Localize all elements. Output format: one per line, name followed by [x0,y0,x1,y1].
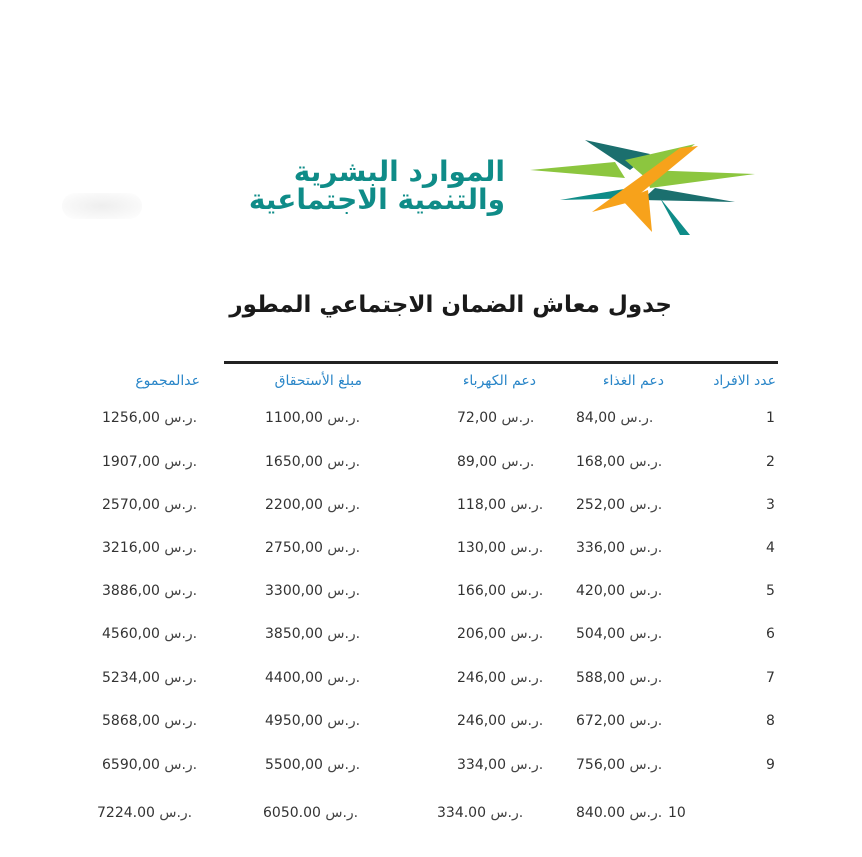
cell-value: 246,00 [457,670,506,686]
currency-label: ر.س. [327,626,361,642]
cell-value: 5 [766,583,775,599]
cell-entitled-amount [265,626,360,642]
header-total: عدالمجموع [135,373,200,389]
cell-members [766,670,775,686]
currency-label: ر.س. [629,497,663,513]
ministry-name-line2: والتنمية الاجتماعية [248,183,505,216]
cell-value: 1650,00 [265,454,323,470]
watermark-smudge [62,193,142,219]
cell-value: 7 [766,670,775,686]
currency-label: ر.س. [510,713,544,729]
currency-label: ر.س. [164,454,198,470]
table-row [0,454,862,484]
currency-label: ر.س. [629,805,663,821]
cell-total [102,626,197,642]
cell-value: 3216,00 [102,540,160,556]
cell-food-support [576,713,662,729]
cell-value: 672,00 [576,713,625,729]
cell-value: 1907,00 [102,454,160,470]
currency-label: ر.س. [510,540,544,556]
cell-total [102,540,197,556]
currency-label: ر.س. [164,713,198,729]
currency-label: ر.س. [327,454,361,470]
cell-electricity-support [457,540,543,556]
cell-value: 588,00 [576,670,625,686]
cell-members [766,583,775,599]
table-row [0,410,862,440]
cell-entitled-amount [265,540,360,556]
currency-label: ر.س. [490,805,524,821]
table-row [0,805,862,835]
cell-value: 5500,00 [265,757,323,773]
cell-entitled-amount [265,410,360,426]
cell-value: 334.00 [437,805,486,821]
cell-entitled-amount [265,670,360,686]
table-row [0,713,862,743]
table-row [0,757,862,787]
cell-total [102,713,197,729]
cell-members [766,497,775,513]
cell-entitled-amount [265,497,360,513]
table-row [0,583,862,613]
cell-members [766,454,775,470]
cell-value: 10 [668,805,686,821]
cell-value: 4560,00 [102,626,160,642]
cell-electricity-support [457,626,543,642]
currency-label: ر.س. [501,410,535,426]
cell-value: 5234,00 [102,670,160,686]
cell-value: 1 [766,410,775,426]
currency-label: ر.س. [327,713,361,729]
cell-food-support [576,757,662,773]
cell-value: 336,00 [576,540,625,556]
cell-value: 3850,00 [265,626,323,642]
header-members: عدد الافراد [713,373,776,389]
cell-total [102,757,197,773]
cell-value: 504,00 [576,626,625,642]
table-row [0,497,862,527]
cell-value: 4400,00 [265,670,323,686]
cell-value: 4950,00 [265,713,323,729]
cell-electricity-support [457,497,543,513]
cell-value: 756,00 [576,757,625,773]
cell-food-support [576,626,662,642]
cell-members [766,757,775,773]
header-divider [224,361,778,364]
currency-label: ر.س. [327,497,361,513]
cell-entitled-amount [263,805,358,821]
cell-value: 840.00 [576,805,625,821]
cell-food-support [576,410,653,426]
cell-value: 252,00 [576,497,625,513]
cell-value: 72,00 [457,410,498,426]
cell-members [766,626,775,642]
cell-value: 6590,00 [102,757,160,773]
cell-value: 1256,00 [102,410,160,426]
cell-value: 8 [766,713,775,729]
cell-entitled-amount [265,583,360,599]
cell-electricity-support [457,713,543,729]
cell-total [102,454,197,470]
table-row [0,540,862,570]
currency-label: ر.س. [620,410,654,426]
currency-label: ر.س. [629,713,663,729]
currency-label: ر.س. [164,583,198,599]
currency-label: ر.س. [629,583,663,599]
cell-total [102,410,197,426]
currency-label: ر.س. [164,410,198,426]
cell-value: 118,00 [457,497,506,513]
currency-label: ر.س. [510,626,544,642]
cell-value: 2570,00 [102,497,160,513]
cell-value: 166,00 [457,583,506,599]
cell-food-support [576,670,662,686]
ministry-star-logo-icon [530,140,755,235]
currency-label: ر.س. [510,757,544,773]
cell-electricity-support [437,805,523,821]
currency-label: ر.س. [327,757,361,773]
cell-food-support [576,454,662,470]
cell-members [766,713,775,729]
cell-members [766,410,775,426]
logo-area [0,0,862,260]
cell-value: 2750,00 [265,540,323,556]
cell-value: 3 [766,497,775,513]
cell-value: 2 [766,454,775,470]
cell-value: 9 [766,757,775,773]
cell-value: 168,00 [576,454,625,470]
cell-entitled-amount [265,757,360,773]
cell-value: 4 [766,540,775,556]
cell-value: 6 [766,626,775,642]
currency-label: ر.س. [164,757,198,773]
currency-label: ر.س. [164,497,198,513]
currency-label: ر.س. [501,454,535,470]
currency-label: ر.س. [510,583,544,599]
currency-label: ر.س. [327,540,361,556]
page-title: جدول معاش الضمان الاجتماعي المطور [229,292,672,318]
cell-total [102,670,197,686]
cell-value: 246,00 [457,713,506,729]
ministry-name [160,155,505,216]
header-electricity-support: دعم الكهرباء [462,373,536,389]
currency-label: ر.س. [325,805,359,821]
cell-food-support [576,583,662,599]
cell-total [97,805,192,821]
cell-value: 5868,00 [102,713,160,729]
header-entitled-amount: مبلغ الأستحقاق [274,373,362,389]
table-row [0,626,862,656]
cell-electricity-support [457,757,543,773]
cell-entitled-amount [265,713,360,729]
currency-label: ر.س. [629,540,663,556]
cell-electricity-support [457,670,543,686]
currency-label: ر.س. [629,626,663,642]
currency-label: ر.س. [629,757,663,773]
currency-label: ر.س. [629,670,663,686]
table-row [0,670,862,700]
cell-value: 2200,00 [265,497,323,513]
cell-value: 89,00 [457,454,498,470]
currency-label: ر.س. [510,670,544,686]
cell-members [668,805,686,821]
cell-food-support [576,497,662,513]
cell-electricity-support [457,454,534,470]
cell-value: 206,00 [457,626,506,642]
header-food-support: دعم الغذاء [602,373,664,389]
currency-label: ر.س. [327,410,361,426]
currency-label: ر.س. [510,497,544,513]
currency-label: ر.س. [159,805,193,821]
cell-value: 130,00 [457,540,506,556]
cell-members [766,540,775,556]
currency-label: ر.س. [164,670,198,686]
cell-value: 1100,00 [265,410,323,426]
cell-food-support [576,540,662,556]
cell-value: 420,00 [576,583,625,599]
cell-value: 3300,00 [265,583,323,599]
cell-value: 6050.00 [263,805,321,821]
cell-electricity-support [457,583,543,599]
cell-value: 7224.00 [97,805,155,821]
cell-total [102,583,197,599]
cell-value: 334,00 [457,757,506,773]
cell-value: 3886,00 [102,583,160,599]
cell-value: 84,00 [576,410,617,426]
currency-label: ر.س. [327,670,361,686]
currency-label: ر.س. [629,454,663,470]
currency-label: ر.س. [164,626,198,642]
ministry-name-line1: الموارد البشرية [293,155,505,188]
currency-label: ر.س. [327,583,361,599]
currency-label: ر.س. [164,540,198,556]
cell-total [102,497,197,513]
cell-electricity-support [457,410,534,426]
cell-entitled-amount [265,454,360,470]
cell-food-support [576,805,662,821]
